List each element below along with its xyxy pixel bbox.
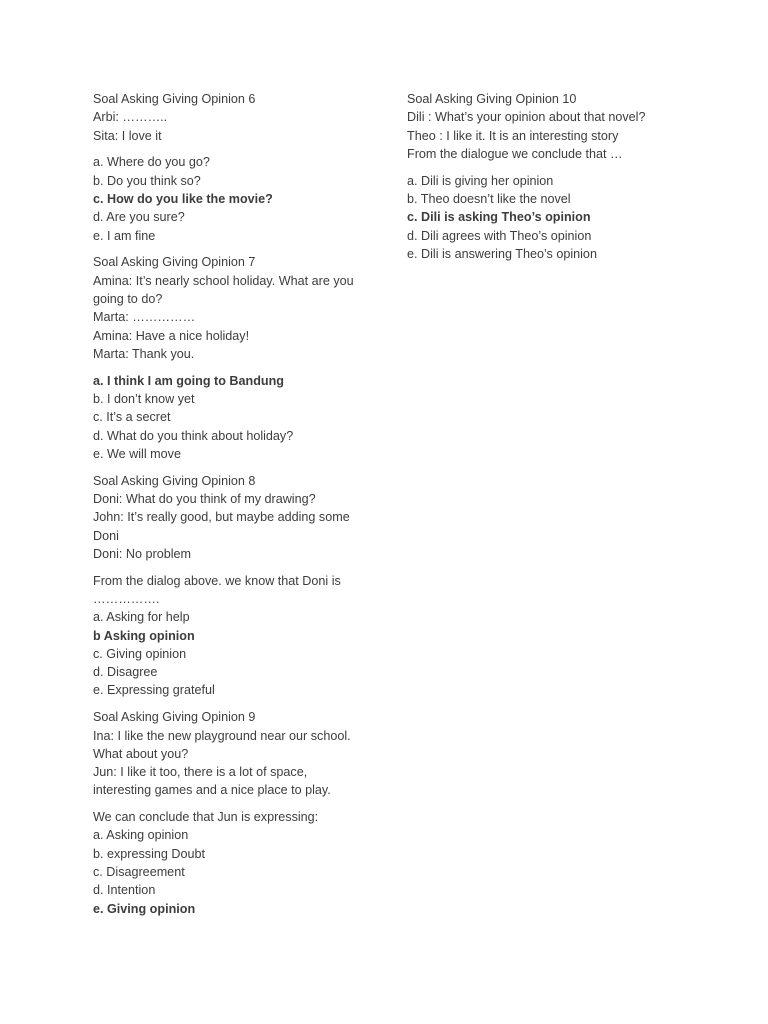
answer-option: d. Are you sure? (93, 210, 185, 225)
answer-option: d. What do you think about holiday? (93, 428, 294, 443)
dialogue-line: Doni: What do you think of my drawing? (93, 491, 316, 506)
section-title: Soal Asking Giving Opinion 6 (93, 92, 256, 106)
dialogue-block (93, 472, 383, 563)
dialogue-line: From the dialogue we conclude that … (407, 146, 623, 161)
answer-option: b. expressing Doubt (93, 846, 206, 861)
dialogue-line: interesting games and a nice place to play. (93, 783, 331, 798)
dialogue-line: Marta: …………… (93, 310, 196, 325)
question-section (93, 90, 383, 245)
dialogue-line: Jun: I like it too, there is a lot of space, (93, 765, 308, 780)
answer-option: d. Disagree (93, 665, 158, 680)
dialogue-line: going to do? (93, 291, 163, 306)
answer-option: d. Intention (93, 883, 156, 898)
section-title: Soal Asking Giving Opinion 10 (407, 92, 577, 106)
answer-option: e. Dili is answering Theo’s opinion (407, 246, 597, 261)
answer-options (93, 153, 383, 244)
answer-option-correct: a. I think I am going to Bandung (93, 373, 284, 388)
answer-option: e. I am fine (93, 228, 156, 243)
answer-option: a. Asking for help (93, 610, 190, 625)
dialogue-line: Sita: I love it (93, 128, 162, 143)
left-column (93, 90, 383, 926)
question-section (93, 472, 383, 700)
dialogue-block (93, 90, 383, 145)
dialogue-line: John: It’s really good, but maybe adding some (93, 510, 350, 525)
dialogue-block (407, 90, 707, 163)
question-line: From the dialog above. we know that Doni is (93, 573, 341, 588)
answer-options (93, 372, 383, 463)
answer-option: d. Dili agrees with Theo’s opinion (407, 228, 592, 243)
question-line: We can conclude that Jun is expressing: (93, 810, 319, 825)
dialogue-block (93, 253, 383, 363)
answer-option-correct: c. How do you like the movie? (93, 191, 273, 206)
right-column (407, 90, 707, 272)
dialogue-line: Theo : I like it. It is an interesting story (407, 128, 619, 143)
dialogue-line: Arbi: ……….. (93, 110, 168, 125)
dialogue-line: Ina: I like the new playground near our school. (93, 728, 351, 743)
dialogue-line: Amina: It’s nearly school holiday. What are you (93, 273, 354, 288)
dialogue-line: Dili : What’s your opinion about that novel? (407, 110, 646, 125)
section-title: Soal Asking Giving Opinion 8 (93, 473, 256, 488)
section-title: Soal Asking Giving Opinion 9 (93, 710, 256, 725)
answer-options (93, 808, 383, 918)
answer-option: b. Theo doesn’t like the novel (407, 191, 571, 206)
dialogue-line: Amina: Have a nice holiday! (93, 328, 250, 343)
dialogue-line: Doni (93, 528, 119, 543)
answer-option: b. I don’t know yet (93, 391, 195, 406)
answer-options (93, 572, 383, 700)
answer-option: a. Dili is giving her opinion (407, 173, 554, 188)
dialogue-line: Marta: Thank you. (93, 346, 195, 361)
answer-options (407, 172, 707, 263)
answer-option: b. Do you think so? (93, 173, 201, 188)
answer-option-correct: b Asking opinion (93, 628, 195, 643)
answer-option: c. Giving opinion (93, 646, 187, 661)
question-section (93, 253, 383, 463)
question-line: ……………. (93, 591, 160, 606)
dialogue-line: What about you? (93, 746, 189, 761)
section-title: Soal Asking Giving Opinion 7 (93, 255, 256, 270)
answer-option: c. Disagreement (93, 865, 185, 880)
dialogue-line: Doni: No problem (93, 546, 191, 561)
answer-option: a. Asking opinion (93, 828, 189, 843)
answer-option: a. Where do you go? (93, 155, 210, 170)
answer-option: e. We will move (93, 446, 181, 461)
question-section (407, 90, 707, 263)
answer-option-correct: e. Giving opinion (93, 901, 196, 916)
answer-option: e. Expressing grateful (93, 683, 215, 698)
answer-option: c. It’s a secret (93, 410, 171, 425)
answer-option-correct: c. Dili is asking Theo’s opinion (407, 210, 591, 225)
question-section (93, 708, 383, 918)
dialogue-block (93, 708, 383, 799)
